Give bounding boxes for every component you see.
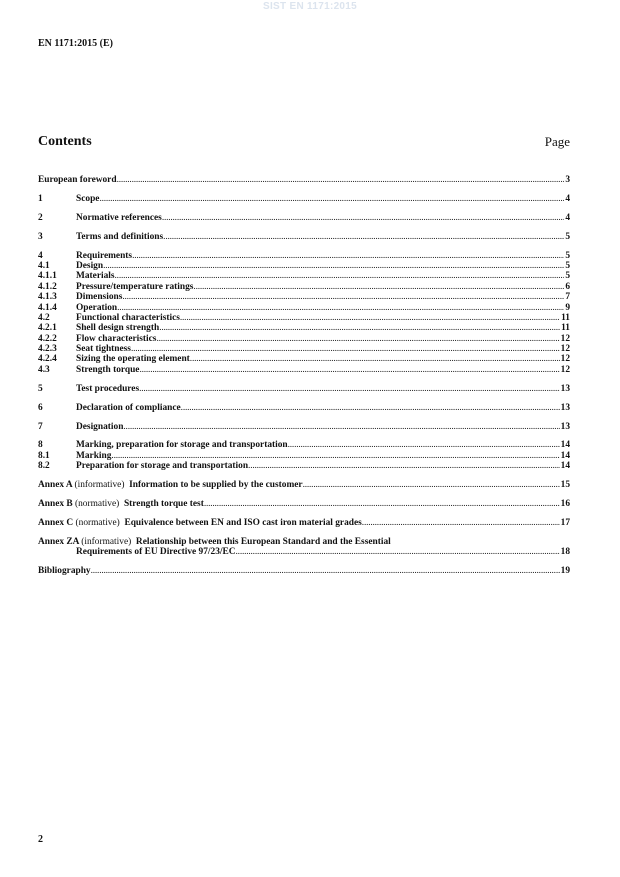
- toc-entry-number: 4.1.2: [38, 281, 57, 292]
- annex-label: Annex C: [38, 517, 74, 528]
- toc-entry-text: Sizing the operating element: [76, 354, 190, 365]
- toc-annex-c[interactable]: [38, 518, 570, 528]
- toc-entry-page: 5: [565, 231, 570, 242]
- toc-entry-text: Bibliography: [38, 566, 91, 577]
- toc-entry-text: Requirements: [76, 250, 133, 261]
- toc-entry-text: Seat tightness: [76, 344, 131, 355]
- toc-entry-number: 6: [38, 402, 43, 413]
- toc-entry-text: Design: [76, 260, 104, 271]
- toc-entry-page: 11: [561, 312, 570, 323]
- annex-title: Information to be supplied by the customer: [129, 480, 303, 491]
- toc-entry-number: 4.2.1: [38, 323, 57, 334]
- toc-entry-page: 19: [560, 566, 570, 577]
- toc-entry-page: 18: [560, 547, 570, 558]
- toc-entry-4-1-2[interactable]: [38, 282, 570, 292]
- toc-entry-4-3[interactable]: [38, 365, 570, 375]
- toc-entry-foreword[interactable]: [38, 175, 570, 185]
- annex-label: Annex B: [38, 498, 73, 509]
- toc-entry-page: 11: [561, 323, 570, 334]
- toc-entry-number: 4.1: [38, 260, 50, 271]
- toc-entry-1[interactable]: [38, 194, 570, 204]
- toc-entry-number: 4.2.4: [38, 354, 57, 365]
- annex-type: (informative): [74, 480, 125, 491]
- toc-entry-page: 12: [560, 333, 570, 344]
- toc-entry-8-1[interactable]: [38, 451, 570, 461]
- toc-entry-text: Designation: [76, 421, 124, 432]
- annex-title: Equivalence between EN and ISO cast iron material grades: [124, 517, 362, 528]
- annex-label: Annex A: [38, 480, 73, 491]
- toc-entry-page: 17: [560, 517, 570, 528]
- toc-entry-4-1-4[interactable]: [38, 303, 570, 313]
- toc-entry-page: 4: [565, 212, 570, 223]
- toc-entry-page: 12: [560, 344, 570, 355]
- toc-entry-6[interactable]: [38, 403, 570, 413]
- toc-entry-page: 3: [565, 175, 570, 185]
- toc-annex-za[interactable]: [38, 537, 570, 558]
- toc-entry-page: 13: [560, 383, 570, 394]
- annex-type: (informative): [81, 536, 132, 547]
- annex-title: Relationship between this European Standard and the Essential: [135, 536, 391, 547]
- toc-entry-text: Dimensions: [76, 292, 123, 303]
- toc-entry-bibliography[interactable]: [38, 566, 570, 576]
- toc-entry-text: Shell design strength: [76, 323, 160, 334]
- toc-entry-page: 5: [565, 260, 570, 271]
- annex-title: Strength torque test: [123, 498, 204, 509]
- annex-type: (normative): [75, 498, 120, 509]
- toc-entry-number: 7: [38, 421, 43, 432]
- toc-entry-4-2-1[interactable]: [38, 323, 570, 333]
- toc-entry-2[interactable]: [38, 213, 570, 223]
- toc-entry-text: European foreword: [38, 175, 117, 185]
- toc-entry-page: 16: [560, 498, 570, 509]
- toc-entry-text: Scope: [76, 193, 100, 204]
- toc-entry-8-2[interactable]: [38, 461, 570, 471]
- toc-entry-3[interactable]: [38, 232, 570, 242]
- toc-entry-page: 13: [560, 402, 570, 413]
- toc-entry-number: 1: [38, 193, 43, 204]
- toc-entry-page: 15: [560, 480, 570, 491]
- toc-entry-text: Materials: [76, 271, 115, 282]
- toc-entry-text: Normative references: [76, 212, 162, 223]
- toc-entry-number: 3: [38, 231, 43, 242]
- toc-entry-7[interactable]: [38, 422, 570, 432]
- toc-annex-b[interactable]: [38, 499, 570, 509]
- page-number: 2: [38, 834, 43, 845]
- toc-entry-text: Test procedures: [76, 383, 140, 394]
- toc-entry-page: 5: [565, 271, 570, 282]
- toc-entry-page: 4: [565, 193, 570, 204]
- toc-entry-number: 4.1.1: [38, 271, 57, 282]
- toc-entry-number: 4: [38, 250, 43, 261]
- annex-label: Annex ZA: [38, 536, 79, 547]
- toc-entry-4-1-3[interactable]: [38, 292, 570, 302]
- contents-title: Contents: [38, 134, 92, 149]
- toc-entry-text: Marking: [76, 450, 112, 461]
- toc-entry-4-2[interactable]: [38, 313, 570, 323]
- toc-entry-page: 12: [560, 354, 570, 365]
- toc-entry-page: 5: [565, 250, 570, 261]
- toc-entry-number: 8.2: [38, 461, 50, 472]
- toc-entry-text: Operation: [76, 302, 118, 313]
- toc-entry-4-2-3[interactable]: [38, 344, 570, 354]
- toc-entry-4-2-4[interactable]: [38, 354, 570, 364]
- toc-entry-page: 6: [565, 281, 570, 292]
- toc-entry-text: Pressure/temperature ratings: [76, 281, 194, 292]
- toc-entry-number: 4.1.3: [38, 292, 57, 303]
- toc-entry-page: 14: [560, 440, 570, 451]
- toc-entry-page: 14: [560, 461, 570, 472]
- toc-entry-text: Preparation for storage and transportation: [76, 461, 249, 472]
- annex-title-continued: Requirements of EU Directive 97/23/EC: [76, 547, 236, 558]
- toc-entry-text: Functional characteristics: [76, 312, 180, 323]
- toc-annex-a[interactable]: [38, 480, 570, 490]
- toc-entry-text: Marking, preparation for storage and transportation: [76, 440, 288, 451]
- toc-entry-8[interactable]: [38, 440, 570, 450]
- toc-entry-4-2-2[interactable]: [38, 334, 570, 344]
- toc-entry-page: 14: [560, 450, 570, 461]
- toc-entry-number: 4.2.2: [38, 333, 57, 344]
- toc-entry-number: 4.1.4: [38, 302, 57, 313]
- toc-entry-number: 8.1: [38, 450, 50, 461]
- toc-entry-4-1[interactable]: [38, 261, 570, 271]
- toc-entry-number: 4.2: [38, 312, 50, 323]
- toc-entry-text: Flow characteristics: [76, 333, 157, 344]
- toc-entry-text: Declaration of compliance: [76, 402, 181, 413]
- toc-entry-page: 7: [565, 292, 570, 303]
- watermark: SIST EN 1171:2015: [262, 1, 358, 12]
- toc-entry-page: 13: [560, 421, 570, 432]
- standard-id: EN 1171:2015 (E): [38, 38, 113, 49]
- toc-entry-text: Strength torque: [76, 364, 140, 375]
- annex-type: (normative): [75, 517, 120, 528]
- toc-entry-number: 8: [38, 440, 43, 451]
- toc-entry-number: 2: [38, 212, 43, 223]
- toc-entry-4-1-1[interactable]: [38, 271, 570, 281]
- toc-entry-5[interactable]: [38, 384, 570, 394]
- toc-entry-number: 4.3: [38, 364, 50, 375]
- toc-entry-page: 9: [565, 302, 570, 313]
- toc-entry-number: 5: [38, 383, 43, 394]
- toc-entry-page: 12: [560, 364, 570, 375]
- toc-entry-text: Terms and definitions: [76, 231, 164, 242]
- page-column-label: Page: [544, 134, 570, 149]
- toc-entry-number: 4.2.3: [38, 344, 57, 355]
- toc-entry-4[interactable]: [38, 251, 570, 261]
- table-of-contents: [38, 175, 570, 577]
